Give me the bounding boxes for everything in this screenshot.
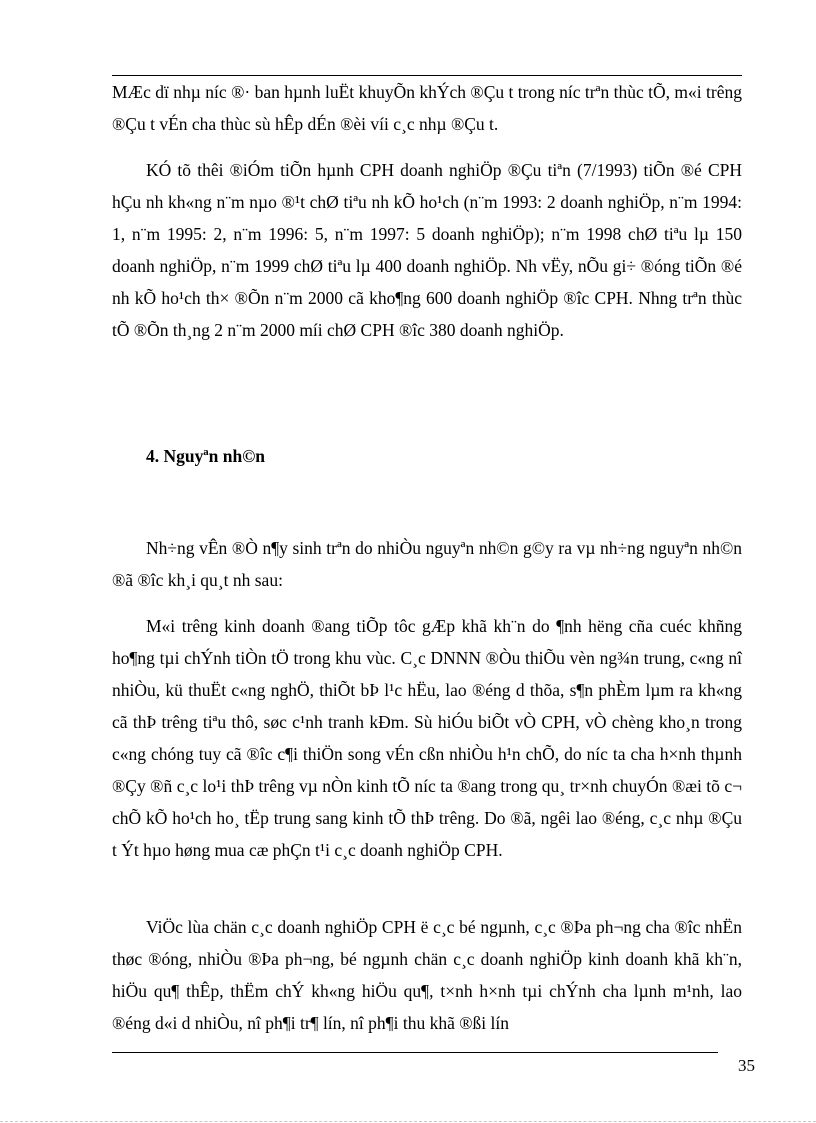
paragraph-5: ViÖc lùa chän c¸c doanh nghiÖp CPH ë c¸c bé ngµnh, c¸c ®Þa ph¬ng cha ®îc nhËn thøc ®óng, nhiÒu ®Þa ph¬ng, bé ngµnh chän c¸c doanh nghiÖp kinh doanh khã kh¨n, hiÖu qu¶ thÊp, thËm chÝ kh«ng hiÖu qu¶, t×nh h×nh tµi chÝnh cha lµnh m¹nh, lao ®éng d«i d nhiÒu, nî ph¶i tr¶ lín, nî ph¶i thu khã ®ßi lín [112,917,742,1033]
section-heading: 4. Nguyªn nh©n [146,446,265,466]
paragraph-3: Nh÷ng vÊn ®Ò n¶y sinh trªn do nhiÒu nguyªn nh©n g©y ra vµ nh÷ng nguyªn nh©n ®ã ®îc kh¸i qu¸t nh sau: [112,538,742,590]
paragraph-1: MÆc dï nhµ níc ®· ban hµnh luËt khuyÕn khÝch ®Çu t trong níc trªn thùc tÕ, m«i trêng ®Çu t vÉn cha thùc sù hÊp dÉn ®èi víi c¸c nhµ ®Çu t. [112,82,742,134]
bottom-rule [112,1052,718,1053]
paragraph-2: KÓ tõ thêi ®iÓm tiÕn hµnh CPH doanh nghiÖp ®Çu tiªn (7/1993) tiÕn ®é CPH hÇu nh kh«ng n¨m nµo ®¹t chØ tiªu nh kÕ ho¹ch (n¨m 1993: 2 doanh nghiÖp, n¨m 1994: 1, n¨m 1995: 2, n¨m 1996: 5, n¨m 1997: 5 doanh nghiÖp); n¨m 1998 chØ tiªu lµ 150 doanh nghiÖp, n¨m 1999 chØ tiªu lµ 400 doanh nghiÖp. Nh vËy, nÕu gi÷ ®óng tiÕn ®é nh kÕ ho¹ch th× ®Õn n¨m 2000 cã kho¶ng 600 doanh nghiÖp ®îc CPH. Nhng trªn thùc tÕ ®Õn th¸ng 2 n¨m 2000 míi chØ CPH ®îc 380 doanh nghiÖp. [112,160,742,340]
page-border [0,1121,816,1122]
paragraph-4: M«i trêng kinh doanh ®ang tiÕp tôc gÆp khã kh¨n do ¶nh hëng cña cuéc khñng ho¶ng tµi chÝnh tiÒn tÖ trong khu vùc. C¸c DNNN ®Òu thiÕu vèn ng¾n trung, c«ng nî nhiÒu, kü thuËt c«ng nghÖ, thiÕt bÞ l¹c hËu, lao ®éng d thõa, s¶n phÈm lµm ra kh«ng cã thÞ trêng tiªu thô, søc c¹nh tranh kÐm. Sù hiÓu biÕt vÒ CPH, vÒ chèng kho¸n trong c«ng chóng tuy cã ®îc c¶i thiÖn song vÉn cßn nhiÒu h¹n chÕ, do níc ta cha h×nh thµnh ®Çy ®ñ c¸c lo¹i thÞ trêng vµ nÒn kinh tÕ níc ta ®ang trong qu¸ tr×nh chuyÓn ®æi tõ c¬ chÕ kÕ ho¹ch ho¸ tËp trung sang kinh tÕ thÞ trêng. Do ®ã, ngêi lao ®éng, c¸c nhµ ®Çu t Ýt hµo høng mua cæ phÇn t¹i c¸c doanh nghiÖp CPH. [112,616,742,860]
page-number: 35 [738,1056,755,1075]
